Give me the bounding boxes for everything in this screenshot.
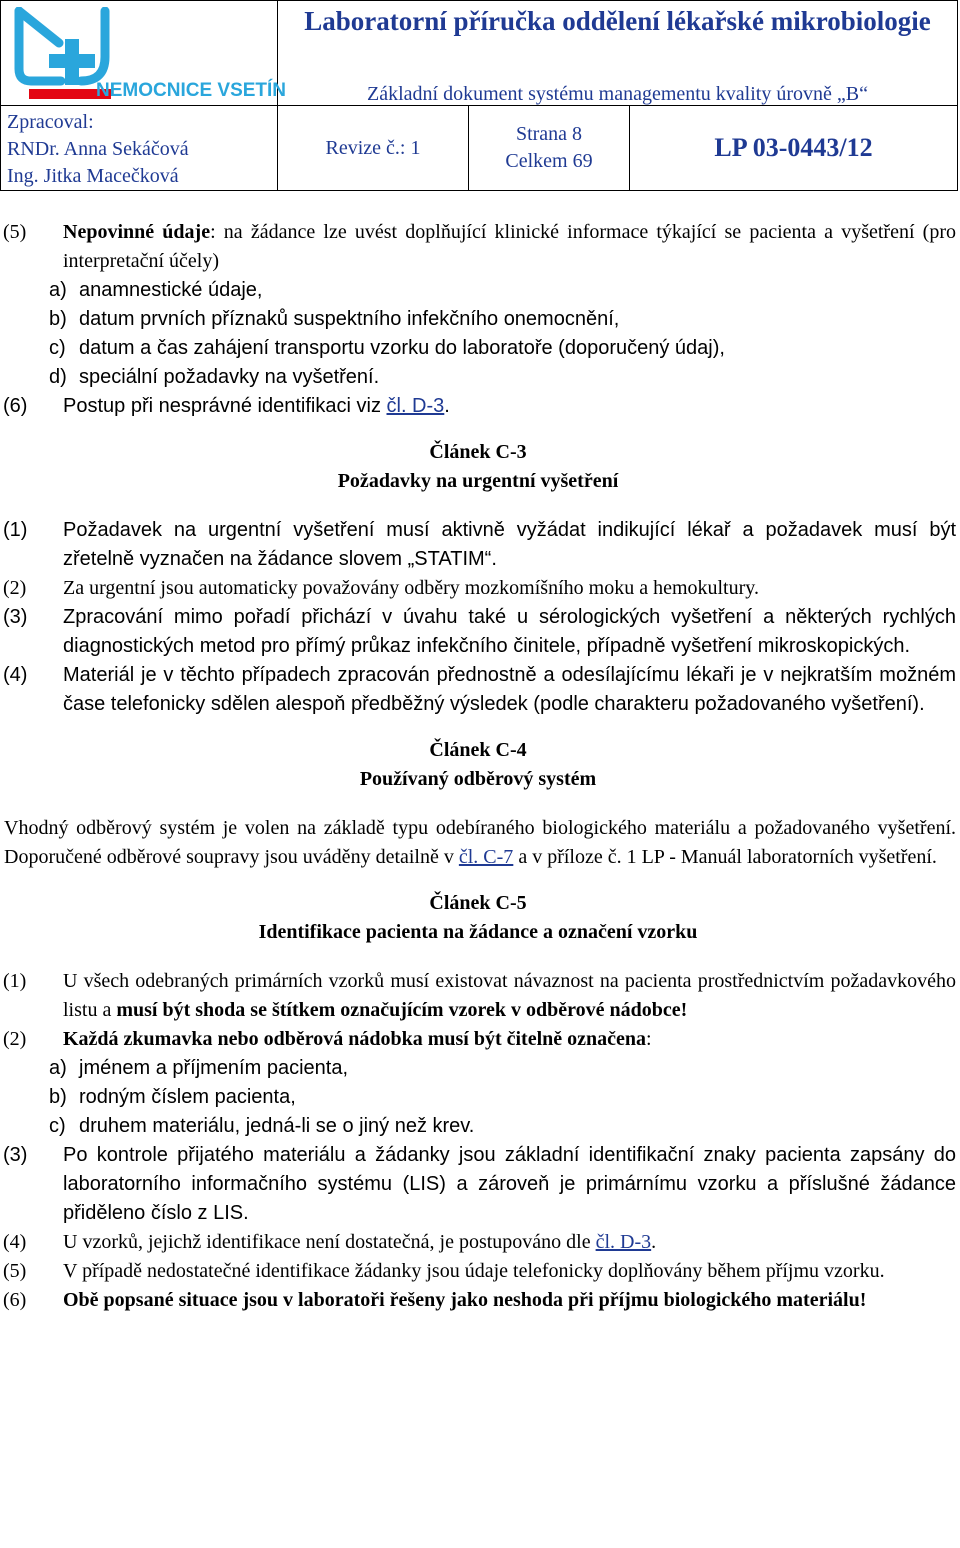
article-c4-title: Používaný odběrový systém xyxy=(359,768,597,790)
item-number: (6) xyxy=(3,395,28,417)
item-number: (4) xyxy=(3,664,28,686)
item-text: Po kontrole přijatého materiálu a žádanky jsou základní identifikační znaky pacienta zapsány do laboratorního informačního systému (LIS) a zároveň je primárnímu vzorku a příslušné žádance přiděleno číslo z LIS. xyxy=(63,1144,956,1224)
sub-text: rodným číslem pacienta, xyxy=(79,1086,296,1108)
item-text: U všech odebraných primárních vzorků musí existovat návaznost na pacienta prostřednictvím požadavkového listu a xyxy=(63,970,956,1021)
item-text: U vzorků, jejichž identifikace není dostatečná, je postupováno dle xyxy=(63,1231,596,1253)
item-number: (1) xyxy=(3,970,27,992)
document-title: Laboratorní příručka oddělení lékařské mikrobiologie xyxy=(304,6,931,36)
doc-code-cell xyxy=(630,106,958,191)
logo-cell xyxy=(1,1,287,106)
author-cell xyxy=(1,106,278,191)
sub-letter: d) xyxy=(49,366,67,388)
item-number: (5) xyxy=(3,221,27,243)
item-text-end: . xyxy=(444,395,450,417)
item-number: (4) xyxy=(3,1231,27,1253)
bold-text: musí být shoda se štítkem označujícím vzorek v odběrové nádobce! xyxy=(116,999,688,1021)
item-number: (3) xyxy=(3,606,28,628)
article-c5-heading: Článek C-5 xyxy=(429,892,527,914)
item-text: Postup při nesprávné identifikaci viz xyxy=(63,395,387,417)
item-text: Požadavek na urgentní vyšetření musí aktivně vyžádat indikující lékař a požadavek musí být zřetelně vyznačen na žádance slovem „STATIM“. xyxy=(63,519,956,570)
sub-text: druhem materiálu, jedná-li se o jiný než krev. xyxy=(79,1115,475,1137)
c5-item-1 xyxy=(0,967,956,1025)
article-c5-title: Identifikace pacienta na žádance a označení vzorku xyxy=(258,921,698,943)
item-text: : na žádance lze uvést doplňující klinické informace týkající se pacienta a vyšetření (pro interpretační účely) xyxy=(63,221,956,272)
author-label: Zpracoval: xyxy=(7,111,94,133)
c5-item-4 xyxy=(0,1228,956,1257)
item-number: (2) xyxy=(3,1028,27,1050)
document-header xyxy=(0,0,958,191)
item-number: (2) xyxy=(3,577,27,599)
bold-text: Nepovinné údaje xyxy=(63,221,211,243)
item-number: (1) xyxy=(3,519,28,541)
paragraph-text: Vhodný odběrový systém je volen na základě typu odebíraného biologického materiálu a požadovaného vyšetření. Doporučené odběrové soupravy jsou uváděny detailně v xyxy=(4,817,956,868)
c5-item-5 xyxy=(0,1257,956,1286)
c3-item-3 xyxy=(0,603,956,661)
link-cl-d3-2[interactable]: čl. D-3 xyxy=(595,1231,652,1253)
sub-text: anamnestické údaje, xyxy=(79,279,263,301)
c5-item-3 xyxy=(0,1141,956,1228)
author-name-2: Ing. Jitka Macečková xyxy=(7,165,179,187)
sub-text: datum prvních příznaků suspektního infekčního onemocnění, xyxy=(79,308,620,330)
logo-brand-text: NEMOCNICE VSETÍN xyxy=(96,80,287,101)
article-c3-title: Požadavky na urgentní vyšetření xyxy=(337,470,619,492)
author-name-1: RNDr. Anna Sekáčová xyxy=(7,138,189,160)
document-subtitle: Základní dokument systému managementu kvality úrovně „B“ xyxy=(367,83,868,105)
doc-code: LP 03-0443/12 xyxy=(714,133,873,162)
c5-sub-item-c xyxy=(0,1112,956,1141)
sub-letter: a) xyxy=(49,279,67,301)
document-body xyxy=(0,218,956,1315)
c3-item-2 xyxy=(0,574,956,603)
page-number: Strana 8 xyxy=(515,123,583,145)
c5-item-2 xyxy=(0,1025,956,1054)
c3-item-1 xyxy=(0,516,956,574)
c5-item-6 xyxy=(0,1286,956,1315)
item-text-end: . xyxy=(651,1231,657,1253)
sub-letter: c) xyxy=(49,337,66,359)
item-text: Materiál je v těchto případech zpracován přednostně a odesílajícímu lékaři je v nejkratším možném čase telefonicky sdělen alespoň předběžný výsledek (podle charakteru požadovaného vyšetření). xyxy=(63,664,956,715)
item-text: Za urgentní jsou automaticky považovány odběry mozkomíšního moku a hemokultury. xyxy=(63,577,759,599)
bold-text: Obě popsané situace jsou v laboratoři řešeny jako neshoda při příjmu biologického materiálu! xyxy=(63,1289,867,1311)
page-total: Celkem 69 xyxy=(505,150,593,172)
sub-text: speciální požadavky na vyšetření. xyxy=(79,366,380,388)
item-number: (6) xyxy=(3,1289,27,1311)
link-cl-d3[interactable]: čl. D-3 xyxy=(386,395,445,417)
c5-sub-item-b xyxy=(0,1083,956,1112)
revision-cell xyxy=(278,106,469,191)
sub-letter: a) xyxy=(49,1057,67,1079)
bold-text: Každá zkumavka nebo odběrová nádobka musí být čitelně označena xyxy=(63,1028,647,1050)
revision-text: Revize č.: 1 xyxy=(325,136,421,159)
item-text: Zpracování mimo pořadí přichází v úvahu také u sérologických vyšetření a některých rychlých diagnostických metod pro přímý průkaz infekčního činitele, případně vyšetření mikroskopických. xyxy=(63,606,956,657)
title-cell xyxy=(278,1,958,106)
sub-text: datum a čas zahájení transportu vzorku do laboratoře (doporučený údaj), xyxy=(79,337,725,359)
c4-paragraph xyxy=(0,814,956,872)
intro-item-5 xyxy=(0,218,956,276)
item-number: (5) xyxy=(3,1260,27,1282)
link-cl-c7[interactable]: čl. C-7 xyxy=(458,846,514,868)
item-text: V případě nedostatečné identifikace žádanky jsou údaje telefonicky doplňovány během příjmu vzorku. xyxy=(63,1260,885,1282)
sub-text: jménem a příjmením pacienta, xyxy=(79,1057,349,1079)
article-c4-heading: Článek C-4 xyxy=(429,739,527,761)
item-text-end: : xyxy=(646,1028,652,1050)
article-c3-heading: Článek C-3 xyxy=(429,441,527,463)
item-number: (3) xyxy=(3,1144,28,1166)
sub-item-d xyxy=(0,363,956,392)
page-cell xyxy=(469,106,630,191)
c5-sub-item-a xyxy=(0,1054,956,1083)
paragraph-text-end: a v příloze č. 1 LP - Manuál laboratorních vyšetření. xyxy=(513,846,937,868)
sub-letter: c) xyxy=(49,1115,66,1137)
sub-letter: b) xyxy=(49,1086,67,1108)
sub-item-c xyxy=(0,334,956,363)
intro-item-6 xyxy=(0,392,956,421)
sub-item-a xyxy=(0,276,956,305)
c3-item-4 xyxy=(0,661,956,719)
sub-item-b xyxy=(0,305,956,334)
sub-letter: b) xyxy=(49,308,67,330)
